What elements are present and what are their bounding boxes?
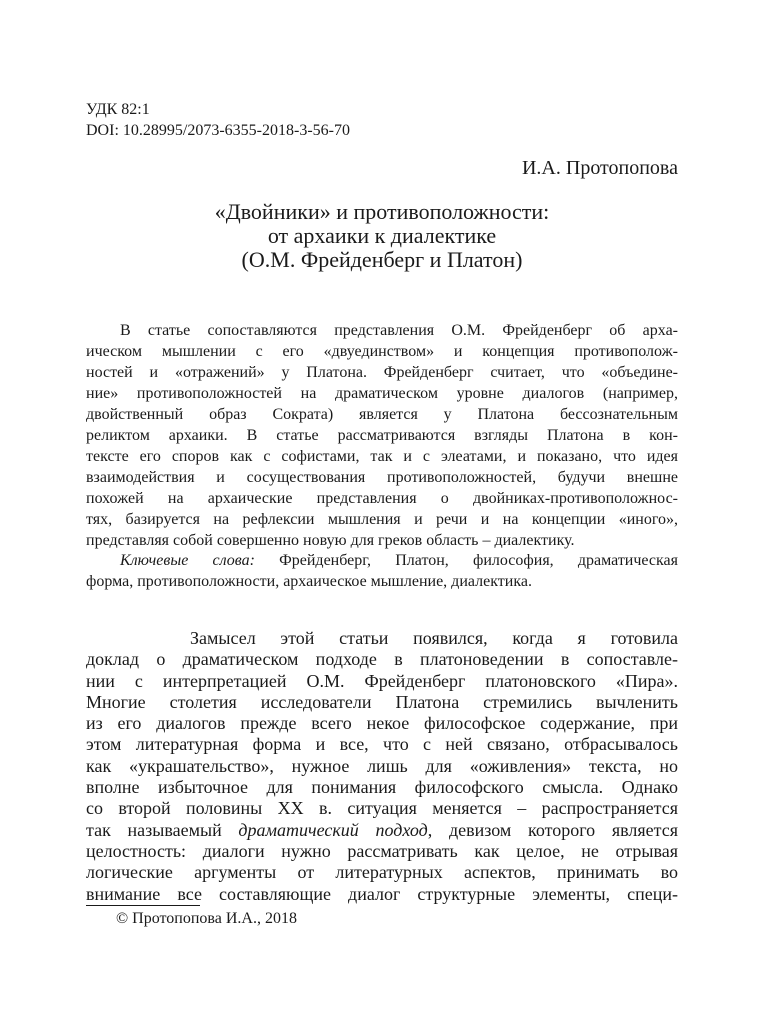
abstract-line: ическом мышлении с его «двуединством» и концепция противополож-: [86, 343, 678, 360]
footnote-divider: [86, 905, 200, 906]
abstract-line: реликтом архаики. В статье рассматриваются взгляды Платона в кон-: [86, 427, 678, 444]
abstract-line: представляя собой совершенно новую для греков область – диалектику.: [86, 532, 575, 549]
body-text-run: так называемый: [86, 819, 222, 840]
abstract-line: ние» противоположностей на драматическом уровне диалогов (например,: [86, 385, 678, 402]
body-text-run: , девизом которого является: [427, 819, 678, 840]
abstract-line: взаимодействия и сосуществования противоположностей, будучи внешне: [86, 469, 678, 486]
abstract-line: похожей на архаические представления о двойниках-противоположнос-: [86, 490, 678, 507]
body-line: нии с интерпретацией О.М. Фрейденберг платоновского «Пира».: [86, 670, 678, 691]
abstract-line: ностей и «отражений» у Платона. Фрейденберг считает, что «объедине-: [86, 364, 678, 381]
keywords-label: Ключевые слова:: [120, 552, 255, 569]
copyright-notice: © Протопопова И.А., 2018: [116, 910, 297, 927]
abstract-line: тексте его споров как с софистами, так и с элеатами, и показано, что идея: [86, 448, 678, 465]
body-line: доклад о драматическом подходе в платоноведении в сопоставле-: [86, 649, 678, 670]
body-line: Многие столетия исследователи Платона стремились вычленить: [86, 691, 678, 712]
title-line: (О.М. Фрейденберг и Платон): [241, 247, 523, 272]
keywords-line: [86, 550, 678, 571]
body-line: Замысел этой статьи появился, когда я готовила: [190, 628, 678, 648]
body-line: как «украшательство», нужное лишь для «оживления» текста, но: [86, 755, 678, 776]
body-line: со второй половины XX в. ситуация меняется – распространяется: [86, 798, 678, 819]
abstract-line: двойственный образ Сократа) является у Платона бессознательным: [86, 406, 678, 423]
keywords-text: Фрейденберг, Платон, философия, драматическая: [279, 552, 679, 569]
keywords: [86, 550, 678, 592]
body-line: из его диалогов прежде всего некое философское содержание, при: [86, 713, 678, 734]
title-line: от архаики к диалектике: [267, 223, 497, 248]
doi: DOI: 10.28995/2073-6355-2018-3-56-70: [86, 122, 350, 139]
body-line: логические аргументы от литературных аспектов, принимать во: [86, 862, 678, 883]
emphasis-term: драматический подход: [238, 819, 428, 840]
author-name: И.А. Протопопова: [521, 157, 678, 179]
body-line: этом литературная форма и все, что с ней связано, отбрасывалось: [86, 734, 678, 755]
udk-code: УДК 82:1: [86, 101, 150, 118]
keywords-line: форма, противоположности, архаическое мышление, диалектика.: [86, 573, 532, 590]
body-line: внимание все составляющие диалог структурные элементы, специ-: [86, 883, 678, 904]
title-line: «Двойники» и противоположности:: [214, 199, 550, 224]
abstract-line: тях, базируется на рефлексии мышления и речи и на концепции «иного»,: [86, 511, 678, 528]
body-line: вполне избыточное для понимания философского смысла. Однако: [86, 777, 678, 798]
body-text: [86, 628, 678, 905]
body-line: целостность: диалоги нужно рассматривать как целое, не отрывая: [86, 840, 678, 861]
article-title: [86, 200, 678, 272]
body-line: [86, 820, 678, 841]
abstract-line: В статье сопоставляются представления О.М. Фрейденберг об арха-: [120, 322, 678, 339]
abstract: [86, 320, 678, 551]
